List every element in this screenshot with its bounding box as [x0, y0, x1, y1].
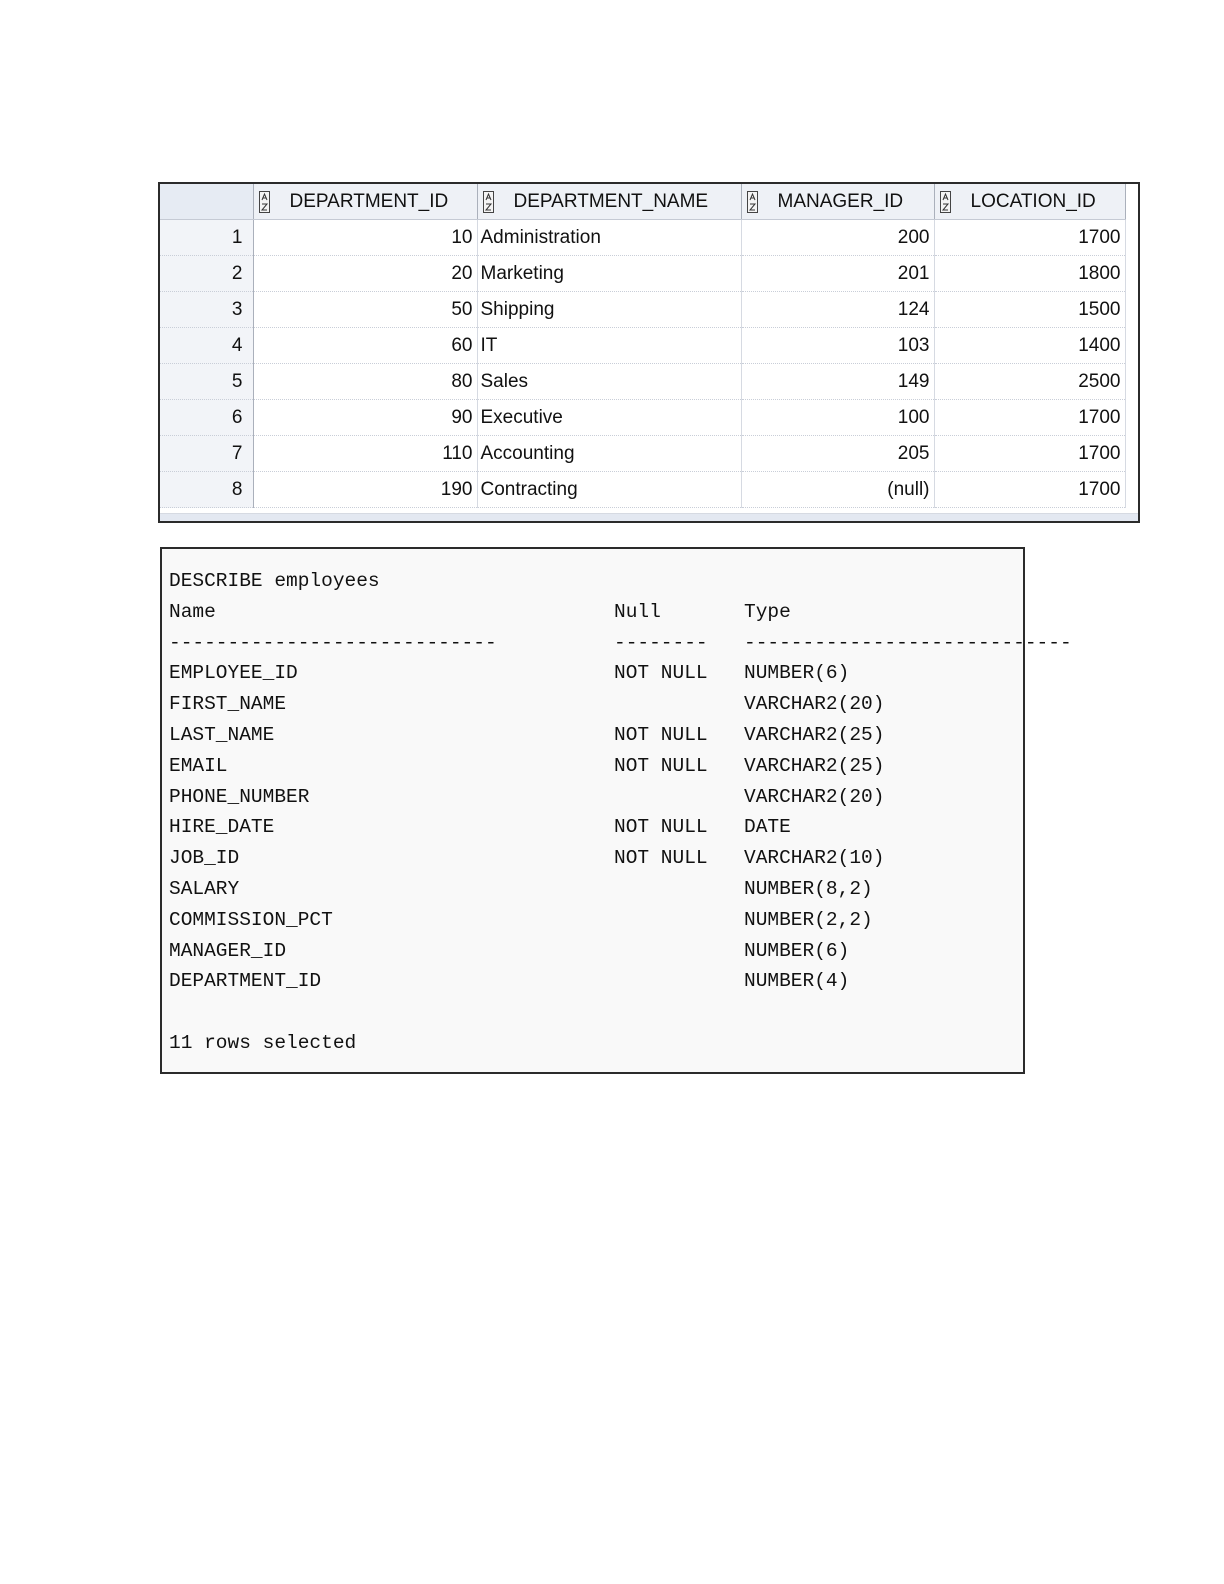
column-type: NUMBER(6)	[744, 939, 850, 962]
separator-type: ----------------------------	[744, 631, 1072, 654]
column-name: DEPARTMENT_ID	[169, 970, 322, 993]
table-row[interactable]	[160, 400, 1125, 436]
describe-separator-row	[169, 628, 1072, 659]
column-label: LOCATION_ID	[970, 190, 1096, 212]
cell-department-name[interactable]: Administration	[477, 220, 741, 256]
describe-header-row	[169, 597, 1072, 628]
cell-location-id[interactable]: 2500	[934, 364, 1125, 400]
cell-department-name[interactable]: Shipping	[477, 292, 741, 328]
row-number-header	[160, 184, 253, 220]
describe-row	[169, 843, 1072, 874]
describe-footer: 11 rows selected	[169, 1031, 357, 1054]
column-name: PHONE_NUMBER	[169, 785, 310, 808]
column-name: JOB_ID	[169, 847, 240, 870]
column-name: FIRST_NAME	[169, 693, 287, 716]
cell-department-id[interactable]: 10	[253, 220, 477, 256]
column-null: NOT NULL	[614, 662, 708, 685]
separator-null: --------	[614, 631, 708, 654]
column-name: EMPLOYEE_ID	[169, 662, 298, 685]
column-header-location-id[interactable]	[934, 184, 1125, 220]
describe-row	[169, 720, 1072, 751]
query-result-grid	[158, 182, 1140, 523]
column-type: NUMBER(8,2)	[744, 877, 873, 900]
describe-row	[169, 874, 1072, 905]
column-header-department-name[interactable]	[477, 184, 741, 220]
column-type: VARCHAR2(25)	[744, 723, 885, 746]
cell-department-id[interactable]: 190	[253, 472, 477, 508]
column-null	[614, 936, 744, 967]
cell-department-name[interactable]: Accounting	[477, 436, 741, 472]
cell-department-name[interactable]: Executive	[477, 400, 741, 436]
row-number: 2	[160, 256, 253, 292]
row-number: 4	[160, 328, 253, 364]
column-type: VARCHAR2(25)	[744, 754, 885, 777]
column-null: NOT NULL	[614, 847, 708, 870]
cell-department-id[interactable]: 110	[253, 436, 477, 472]
table-row[interactable]	[160, 292, 1125, 328]
row-number: 8	[160, 472, 253, 508]
column-type: DATE	[744, 816, 791, 839]
cell-department-id[interactable]: 20	[253, 256, 477, 292]
cell-department-name[interactable]: Marketing	[477, 256, 741, 292]
cell-manager-id[interactable]: 201	[741, 256, 934, 292]
describe-command: DESCRIBE employees	[169, 570, 380, 592]
column-header-manager-id[interactable]	[741, 184, 934, 220]
cell-location-id[interactable]: 1800	[934, 256, 1125, 292]
header-row	[160, 184, 1125, 220]
cell-department-id[interactable]: 90	[253, 400, 477, 436]
cell-manager-id[interactable]: 149	[741, 364, 934, 400]
column-null	[614, 966, 744, 997]
column-type: VARCHAR2(20)	[744, 693, 885, 716]
row-number: 3	[160, 292, 253, 328]
describe-row	[169, 689, 1072, 720]
column-name: MANAGER_ID	[169, 939, 287, 962]
table-row[interactable]	[160, 436, 1125, 472]
row-number: 1	[160, 220, 253, 256]
cell-location-id[interactable]: 1700	[934, 400, 1125, 436]
cell-location-id[interactable]: 1700	[934, 436, 1125, 472]
column-null: NOT NULL	[614, 754, 708, 777]
cell-manager-id[interactable]: 200	[741, 220, 934, 256]
grid-footer-strip	[160, 513, 1138, 521]
describe-output-panel	[160, 547, 1072, 1074]
row-number: 6	[160, 400, 253, 436]
column-label: MANAGER_ID	[777, 190, 904, 212]
cell-department-id[interactable]: 80	[253, 364, 477, 400]
describe-row	[169, 936, 1072, 967]
cell-manager-id[interactable]: 124	[741, 292, 934, 328]
cell-manager-id[interactable]: (null)	[741, 472, 934, 508]
column-header-department-id[interactable]	[253, 184, 477, 220]
column-label: DEPARTMENT_ID	[289, 190, 449, 212]
cell-location-id[interactable]: 1500	[934, 292, 1125, 328]
cell-department-id[interactable]: 50	[253, 292, 477, 328]
column-null	[614, 905, 744, 936]
cell-location-id[interactable]: 1400	[934, 328, 1125, 364]
header-type: Type	[744, 600, 791, 623]
describe-row	[169, 812, 1072, 843]
column-type: NUMBER(6)	[744, 662, 850, 685]
column-null: NOT NULL	[614, 723, 708, 746]
column-type: VARCHAR2(20)	[744, 785, 885, 808]
cell-department-name[interactable]: Contracting	[477, 472, 741, 508]
blank-line	[169, 997, 1072, 1028]
table-row[interactable]	[160, 328, 1125, 364]
cell-department-name[interactable]: IT	[477, 328, 741, 364]
column-type: VARCHAR2(10)	[744, 847, 885, 870]
describe-row	[169, 751, 1072, 782]
column-name: LAST_NAME	[169, 723, 275, 746]
sort-icon[interactable]	[747, 191, 758, 213]
column-name: EMAIL	[169, 754, 228, 777]
departments-table	[160, 184, 1126, 508]
table-row[interactable]	[160, 364, 1125, 400]
cell-location-id[interactable]: 1700	[934, 472, 1125, 508]
column-label: DEPARTMENT_NAME	[513, 190, 709, 212]
column-type: NUMBER(4)	[744, 970, 850, 993]
sort-icon[interactable]	[483, 191, 494, 213]
cell-manager-id[interactable]: 100	[741, 400, 934, 436]
header-null: Null	[614, 600, 661, 623]
column-null	[614, 874, 744, 905]
cell-department-id[interactable]: 60	[253, 328, 477, 364]
table-row[interactable]	[160, 472, 1125, 508]
cell-department-name[interactable]: Sales	[477, 364, 741, 400]
row-number: 7	[160, 436, 253, 472]
separator-name: ----------------------------	[169, 631, 497, 654]
table-row[interactable]	[160, 256, 1125, 292]
describe-row	[169, 782, 1072, 813]
sort-icon[interactable]	[940, 191, 951, 213]
column-name: COMMISSION_PCT	[169, 908, 333, 931]
table-row[interactable]	[160, 220, 1125, 256]
sort-icon[interactable]	[259, 191, 270, 213]
column-type: NUMBER(2,2)	[744, 908, 873, 931]
column-null	[614, 689, 744, 720]
cell-location-id[interactable]: 1700	[934, 220, 1125, 256]
describe-row	[169, 966, 1072, 997]
row-number: 5	[160, 364, 253, 400]
cell-manager-id[interactable]: 103	[741, 328, 934, 364]
column-null: NOT NULL	[614, 816, 708, 839]
header-name: Name	[169, 600, 216, 623]
column-name: HIRE_DATE	[169, 816, 275, 839]
describe-row	[169, 658, 1072, 689]
cell-manager-id[interactable]: 205	[741, 436, 934, 472]
column-name: SALARY	[169, 877, 240, 900]
describe-row	[169, 905, 1072, 936]
column-null	[614, 782, 744, 813]
